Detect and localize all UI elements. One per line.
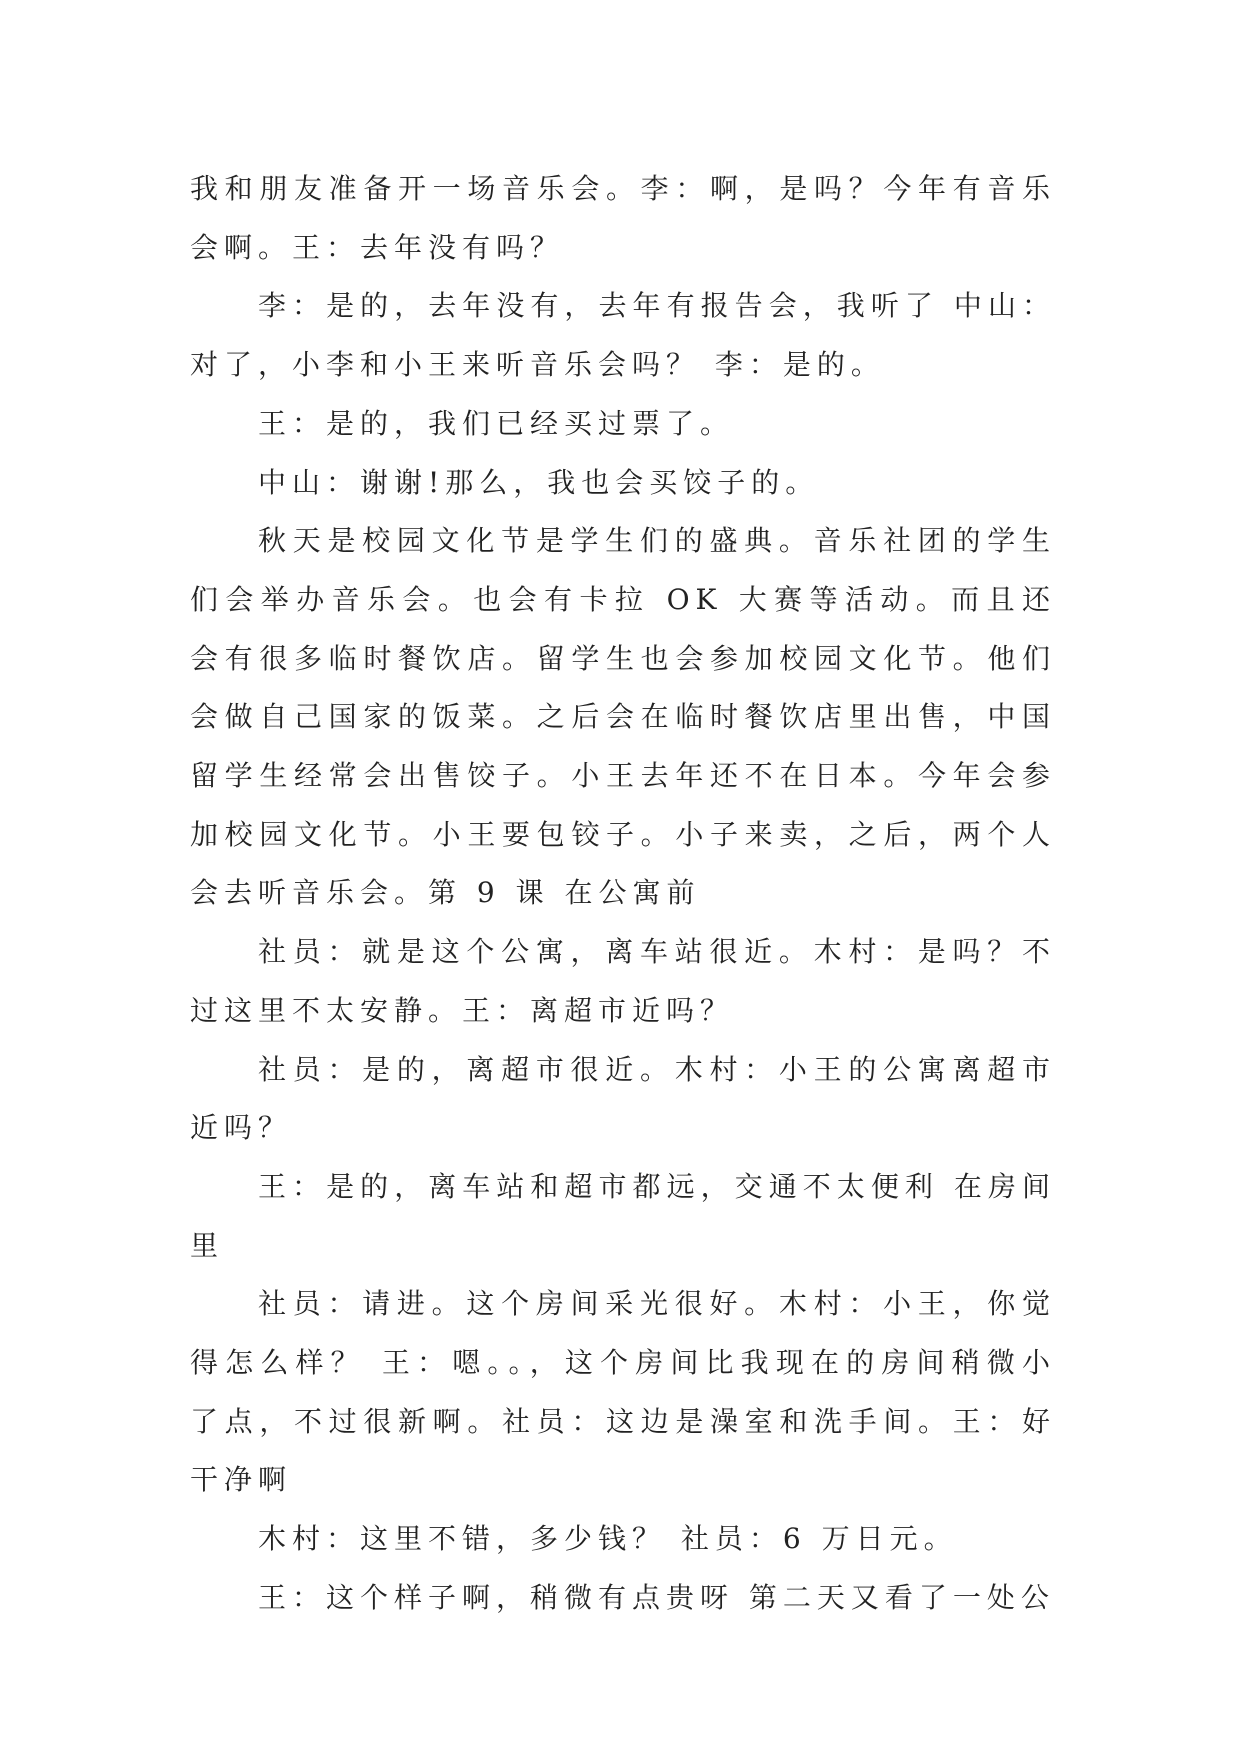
paragraph-2: 李：是的，去年没有，去年有报告会，我听了 中山：对了，小李和小王来听音乐会吗？ 李：是的。: [190, 289, 1056, 382]
paragraph-10: 木村：这里不错，多少钱？ 社员：6 万日元。: [258, 1522, 958, 1556]
paragraph-3: 王：是的，我们已经买过票了。: [258, 406, 735, 440]
body-text: [190, 160, 1056, 1628]
paragraph-6: 社员：就是这个公寓，离车站很近。木村：是吗？不过这里不太安静。王：离超市近吗？: [190, 935, 1056, 1027]
paragraph-11: 王：这个样子啊，稍微有点贵呀 第二天又看了一处公: [258, 1580, 1055, 1614]
paragraph-7: 社员：是的，离超市很近。木村：小王的公寓离超市近吗？: [190, 1052, 1056, 1145]
paragraph-4: 中山：谢谢!那么，我也会买饺子的。: [258, 465, 820, 499]
paragraph-8: 王：是的，离车站和超市都远，交通不太便利 在房间里: [190, 1169, 1056, 1262]
paragraph-5: 秋天是校园文化节是学生们的盛典。音乐社团的学生们会举办音乐会。也会有卡拉 OK 大赛等活动。而且还会有很多临时餐饮店。留学生也会参加校园文化节。他们会做自己国家的饭菜。之后会在临时餐饮店里出售，中国留学生经常会出售饺子。小王去年还不在日本。今年会参加校园文化节。小王要包铰子。小子来卖，之后，两个人会去听音乐会。第 9 课 在公寓前: [190, 524, 1056, 910]
paragraph-1: 我和朋友准备开一场音乐会。李：啊，是吗？今年有音乐会啊。王：去年没有吗？: [190, 172, 1056, 264]
paragraph-9: 社员：请进。这个房间采光很好。木村：小王，你觉得怎么样？ 王：嗯。。，这个房间比我现在的房间稍微小了点，不过很新啊。社员：这边是澡室和洗手间。王：好干净啊: [190, 1287, 1056, 1497]
